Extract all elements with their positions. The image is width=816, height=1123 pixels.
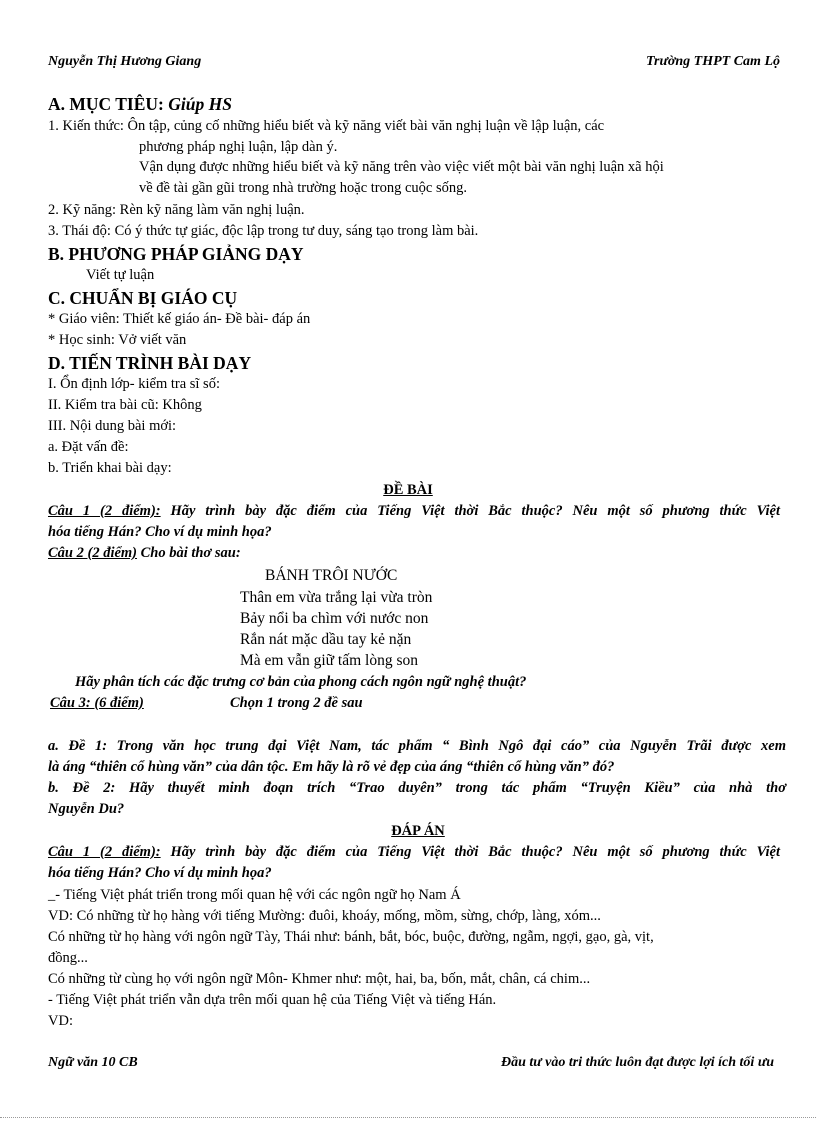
topic-2-cont: Nguyễn Du? — [48, 801, 125, 817]
answer-line: Có những từ họ hàng với ngôn ngữ Tày, Thái như: bánh, bắt, bóc, buộc, đường, ngẫm, ngợi, gạo, gà, vịt, — [48, 929, 654, 945]
page-bottom-border — [0, 1117, 816, 1118]
section-b-title: B. PHƯƠNG PHÁP GIẢNG DẠY — [48, 244, 304, 264]
dap-an-question-1: Câu 1 (2 điểm): Hãy trình bày đặc điểm của Tiếng Việt thời Bắc thuộc? Nêu một số phương thức Việt — [48, 844, 780, 860]
poem-line: Thân em vừa trắng lại vừa tròn — [240, 589, 433, 606]
topic-2: b. Đề 2: Hãy thuyết minh đoạn trích “Trao duyên” trong tác phẩm “Truyện Kiều” của nhà thơ — [48, 780, 786, 796]
poem-line: Rắn nát mặc dầu tay kẻ nặn — [240, 631, 412, 648]
answer-line: VD: Có những từ họ hàng với tiếng Mường: đuôi, khoáy, mống, mồm, sừng, chớp, làng, xóm... — [48, 908, 601, 924]
answer-line: đồng... — [48, 950, 88, 966]
section-a-line: 1. Kiến thức: Ôn tập, củng cố những hiểu biết và kỹ năng viết bài văn nghị luận về lập luận, các — [48, 118, 605, 134]
footer-motto: Đầu tư vào tri thức luôn đạt được lợi ích tối ưu — [501, 1055, 774, 1070]
answer-line: _- Tiếng Việt phát triển trong mối quan hệ với các ngôn ngữ họ Nam Á — [48, 887, 461, 903]
section-c-title: C. CHUẨN BỊ GIÁO CỤ — [48, 288, 238, 308]
de-bai-question-2: Câu 2 (2 điểm) Cho bài thơ sau: — [48, 545, 241, 561]
section-a-line: về đề tài gần gũi trong nhà trường hoặc trong cuộc sống. — [139, 180, 467, 196]
header-author: Nguyễn Thị Hương Giang — [48, 54, 202, 69]
section-d-line: a. Đặt vấn đề: — [48, 439, 129, 455]
footer-subject: Ngữ văn 10 CB — [48, 1055, 138, 1070]
section-d-line: I. Ổn định lớp- kiểm tra sĩ số: — [48, 376, 220, 392]
topic-1: a. Đề 1: Trong văn học trung đại Việt Nam, tác phẩm “ Bình Ngô đại cáo” của Nguyễn Trãi được xem — [48, 738, 786, 754]
poem-line: Bảy nổi ba chìm với nước non — [240, 610, 429, 627]
answer-line: VD: — [48, 1013, 73, 1029]
section-a-title: A. MỤC TIÊU: Giúp HS — [48, 94, 232, 114]
dap-an-title: ĐÁP ÁN — [391, 823, 445, 839]
section-d-line: III. Nội dung bài mới: — [48, 418, 177, 434]
answer-line: Có những từ cùng họ với ngôn ngữ Môn- Khmer như: một, hai, ba, bốn, mắt, chân, cá chim... — [48, 971, 591, 987]
de-bai-question-1: Câu 1 (2 điểm): Hãy trình bày đặc điểm của Tiếng Việt thời Bắc thuộc? Nêu một số phương thức Việt — [48, 503, 780, 519]
dap-an-question-1-cont: hóa tiếng Hán? Cho ví dụ minh họa? — [48, 865, 272, 881]
de-bai-title: ĐỀ BÀI — [383, 482, 433, 498]
section-c-line: * Học sinh: Vở viết văn — [48, 332, 187, 348]
section-a-line: phương pháp nghị luận, lập dàn ý. — [139, 139, 338, 155]
de-bai-question-1-cont: hóa tiếng Hán? Cho ví dụ minh họa? — [48, 524, 272, 540]
poem-line: Mà em vẫn giữ tấm lòng son — [240, 652, 419, 669]
answer-line: - Tiếng Việt phát triển vẫn dựa trên mối quan hệ của Tiếng Việt và tiếng Hán. — [48, 992, 497, 1008]
section-b-line: Viết tự luận — [86, 267, 155, 283]
section-a-line: 3. Thái độ: Có ý thức tự giác, độc lập trong tư duy, sáng tạo trong làm bài. — [48, 223, 479, 239]
section-a-line: 2. Kỹ năng: Rèn kỹ năng làm văn nghị luận. — [48, 202, 305, 218]
de-bai-question-2-prompt: Hãy phân tích các đặc trưng cơ bản của phong cách ngôn ngữ nghệ thuật? — [75, 674, 527, 690]
section-a-line: Vận dụng được những hiểu biết và kỹ năng trên vào việc viết một bài văn nghị luận xã hội — [139, 159, 664, 175]
poem-title: BÁNH TRÔI NƯỚC — [265, 567, 398, 584]
de-bai-question-3: Câu 3: (6 điểm) — [50, 695, 144, 711]
section-d-line: II. Kiểm tra bài cũ: Không — [48, 397, 202, 413]
section-c-line: * Giáo viên: Thiết kế giáo án- Đề bài- đáp án — [48, 311, 311, 327]
de-bai-question-3-instruction: Chọn 1 trong 2 đề sau — [230, 695, 363, 711]
section-d-title: D. TIẾN TRÌNH BÀI DẠY — [48, 353, 252, 373]
section-d-line: b. Triển khai bài dạy: — [48, 460, 172, 476]
topic-1-cont: là áng “thiên cổ hùng văn” của dân tộc. Em hãy là rõ vẻ đẹp của áng “thiên cổ hùng văn” đó? — [48, 759, 615, 775]
header-school: Trường THPT Cam Lộ — [646, 54, 780, 69]
